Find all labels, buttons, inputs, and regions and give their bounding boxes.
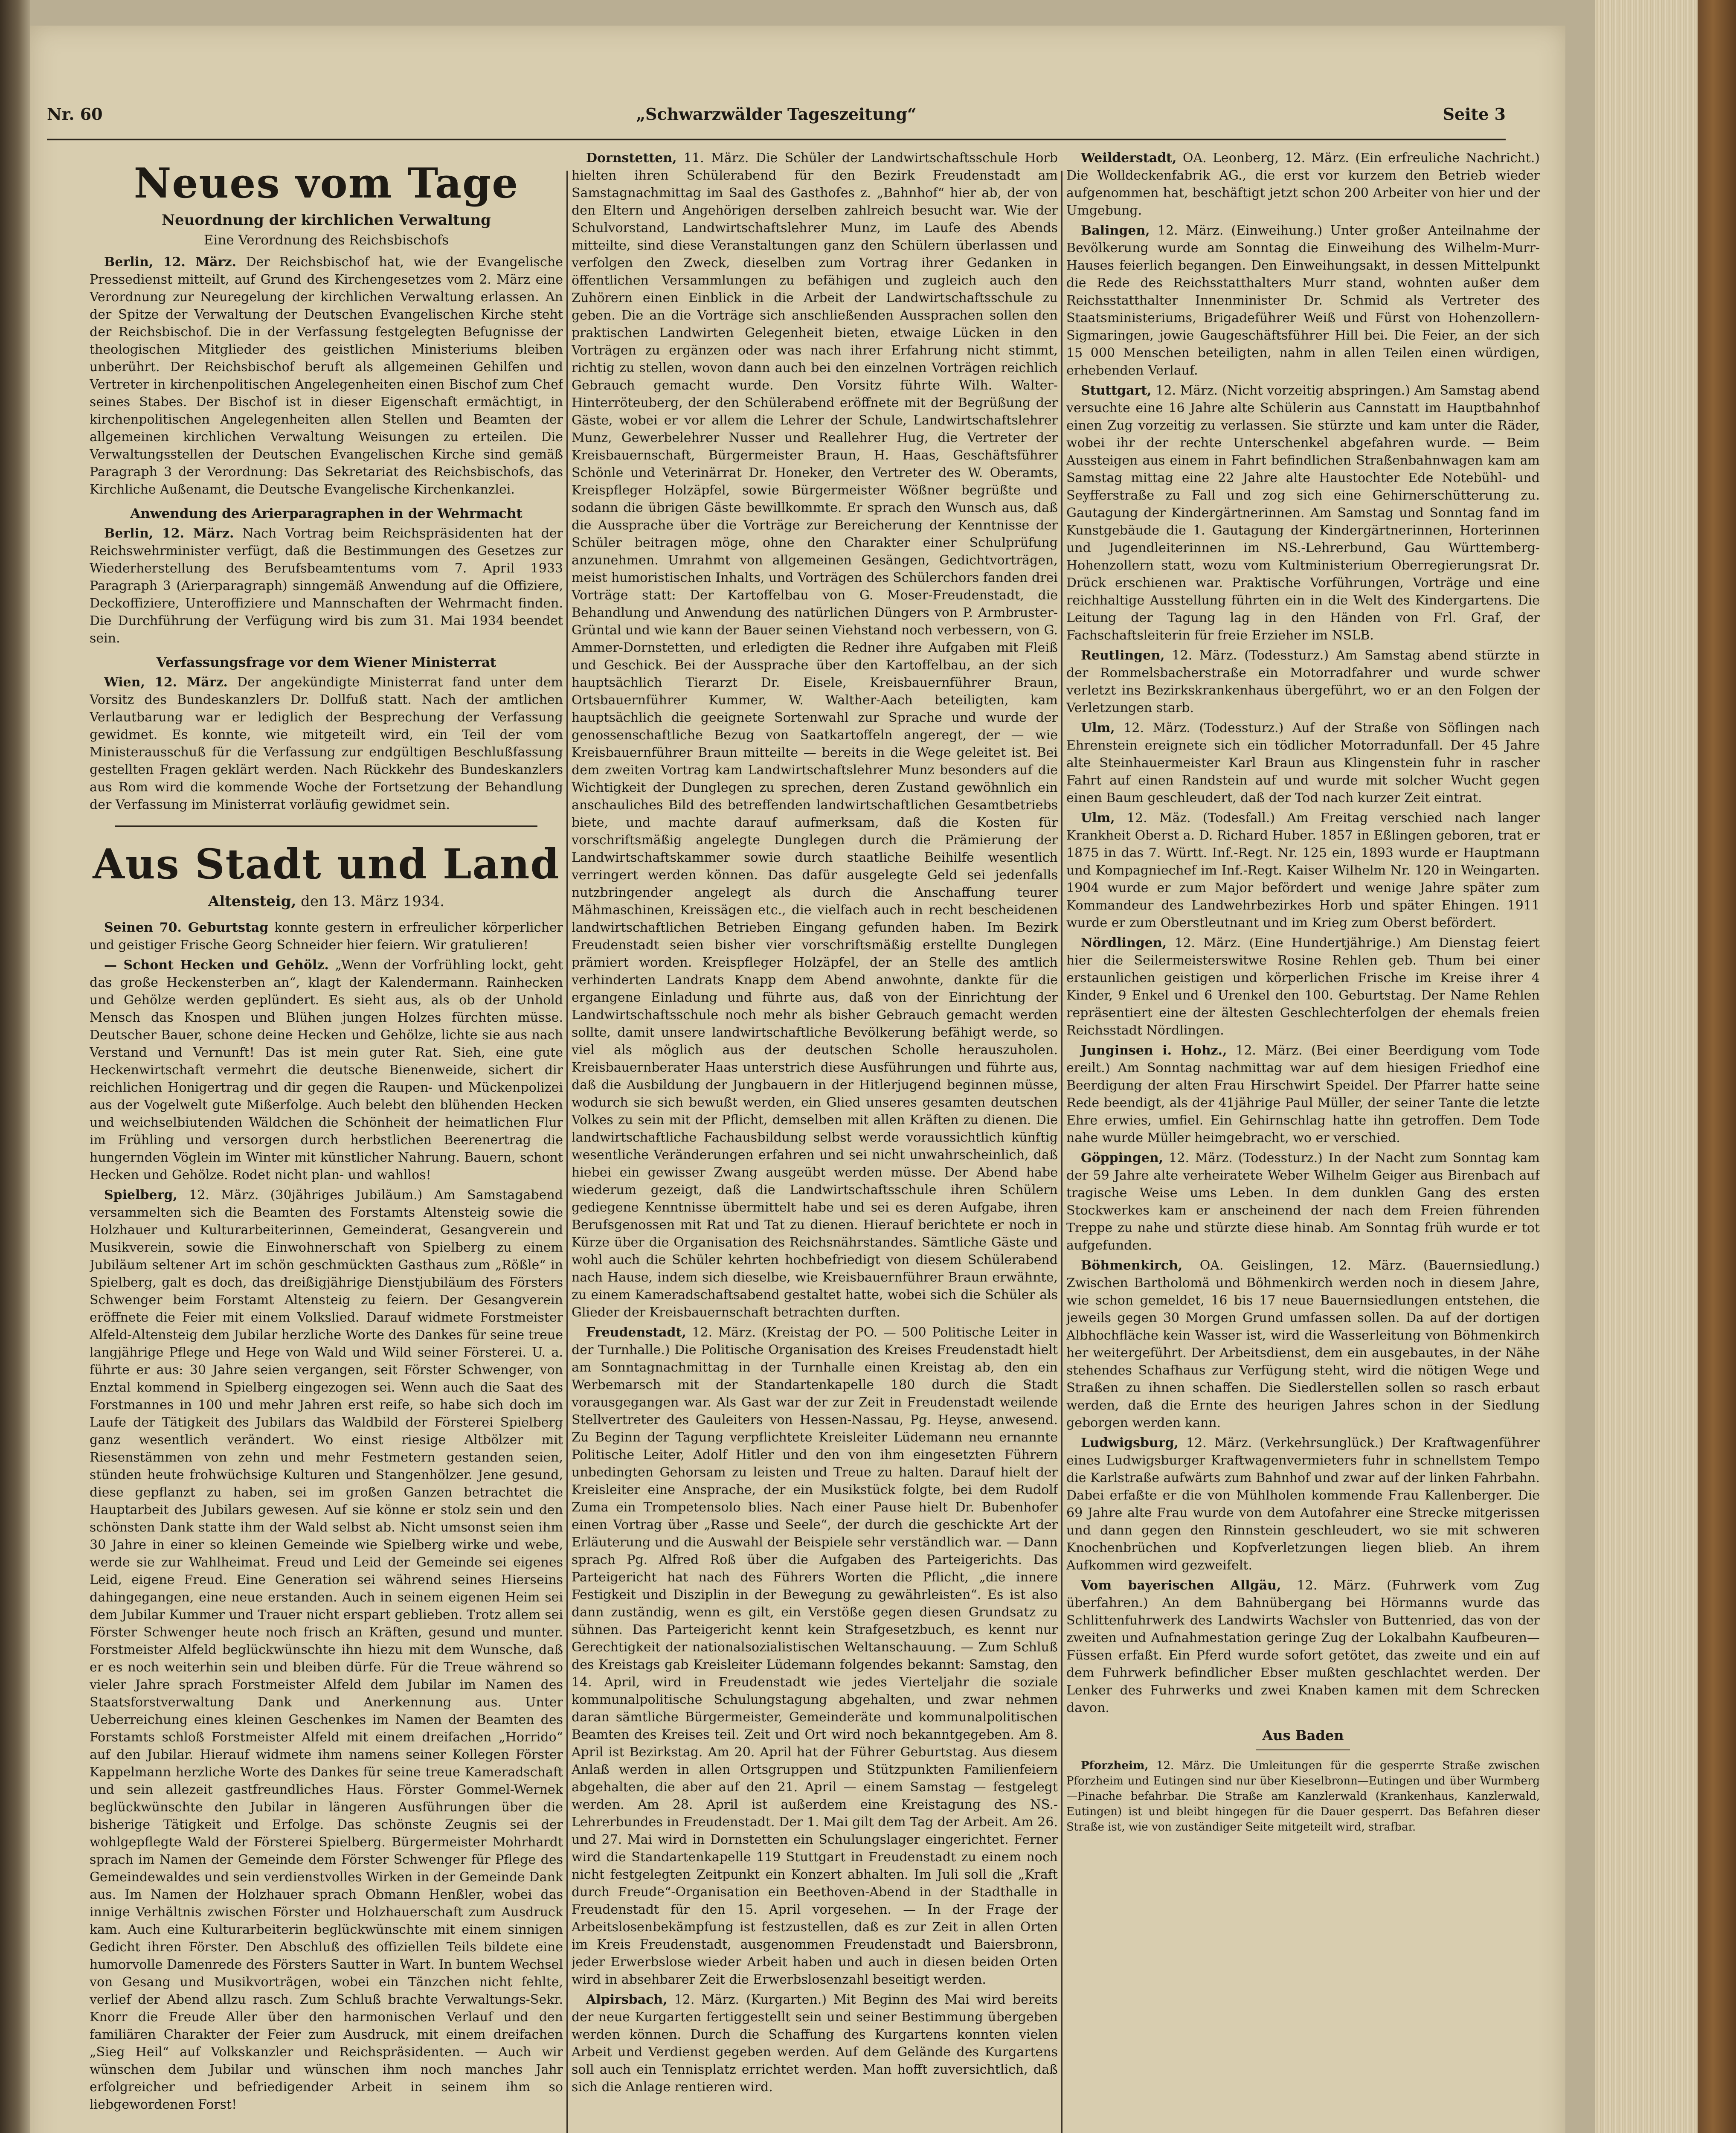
dateline: Stuttgart, (1081, 383, 1152, 398)
page-header (47, 96, 1506, 134)
article-text: 12. März. (Kurgarten.) Mit Beginn des Mai wird bereits der neue Kurgarten fertiggestellt sein und seiner Bestimmung übergeben werden können. Durch die Schaffung des Kurgartens konnten vielen Arbeit und Verdienst gegeben werden. Auf dem Gelände des Kurgartens soll auch ein Tennisplatz errichtet werden. Man hofft zuversichtlich, daß sich die Anlage rentieren wird. (572, 1992, 1058, 2095)
dateline: Wien, 12. März. (104, 675, 228, 690)
dateline: Böhmenkirch, (1081, 1258, 1183, 1273)
article-headline: Anwendung des Arierparagraphen in der Wehrmacht (130, 506, 523, 521)
article-paragraph (90, 674, 563, 814)
article-paragraph (1066, 647, 1540, 717)
article-paragraph (1066, 1149, 1540, 1254)
article-paragraph (1066, 1257, 1540, 1432)
article-paragraph (1066, 222, 1540, 379)
article-text: OA. Leonberg, 12. März. (Ein erfreuliche Nachricht.) Die Wolldeckenfabrik AG., die erst vor kurzem den Betrieb wieder aufgenommen hat, beschäftigt jetzt schon 200 Arbeiter von hier und der Umgebung. (1066, 151, 1540, 218)
header-rule (47, 139, 1506, 140)
article-paragraph (90, 1186, 563, 2113)
dateline: Berlin, 12. März. (104, 255, 237, 270)
article-text: Der angekündigte Ministerrat fand unter dem Vorsitz des Bundeskanzlers Dr. Dollfuß statt. Nach der amtlichen Verlautbarung war er lediglich der Besprechung der Verfassung gewidmet. Es konnte, wie mitgeteilt wird, ein Teil der vom Ministerausschuß für die Verfassung zur endgültigen Beschlußfassung gestellten Fragen geklärt werden. Nach Rückkehr des Bundeskanzlers aus Rom wird die kommende Woche der Fortsetzung der Behandlung der Verfassung im Ministerrat vorläufig gewidmet sein. (90, 675, 563, 812)
book-binding (0, 0, 30, 2133)
article-paragraph (1066, 1434, 1540, 1574)
article-text: 12. März. (Eine Hundertjährige.) Am Dienstag feiert hier die Seilermeisterswitwe Rosine Rehlen geb. Thum bei einer erstaunlichen geistigen und körperlichen Frische im Kreise ihrer 4 Kinder, 9 Enkel und 6 Urenkel den 100. Geburtstag. Der Name Rehlen repräsentiert eine der ältesten Geschlechterfolgen der ehemals freien Reichsstadt Nördlingen. (1066, 936, 1540, 1038)
article-paragraph (1066, 149, 1540, 219)
section-title-news: Neues vom Tage (134, 159, 519, 207)
dateline: Berlin, 12. März. (104, 526, 234, 541)
column-divider (566, 171, 568, 2133)
section-title-local: Aus Stadt und Land (93, 840, 560, 888)
article-paragraph (1066, 1042, 1540, 1147)
issue-number: Nr. 60 (47, 105, 103, 124)
section-heading-baden: Aus Baden (1262, 1727, 1344, 1744)
newspaper-name: „Schwarzwälder Tageszeitung“ (636, 105, 917, 124)
dateline: Ulm, (1081, 811, 1115, 825)
article-headline: Verfassungsfrage vor dem Wiener Ministerrat (156, 655, 496, 670)
article-text: 11. März. Die Schüler der Landwirtschaftsschule Horb hielten ihren Schülerabend für den Bezirk Freudenstadt am Samstagnachmittag im Saal des Gasthofes z. „Bahnhof“ hier ab, der von den Eltern und Angehörigen derselben zahlreich besucht war. Wie der Schulvorstand, Landwirtschaftslehrer Munz, im Laufe des Abends mitteilte, sind diese Veranstaltungen ganz den Schülern überlassen und verfolgen den Zweck, dieselben zum Vortrag ihrer Gedanken in öffentlichen Versammlungen zu befähigen und zugleich auch den Zuhörern einen Einblick in die Arbeit der Landwirtschaftsschule zu geben. Die an die Vorträge sich anschließenden Aussprachen sollen den praktischen Landwirten Gelegenheit bieten, etwaige Lücken in den Vorträgen zu ergänzen oder was nach ihrer Erfahrung nicht stimmt, richtig zu stellen, wovon dann auch bei den einzelnen Vorträgen reichlich Gebrauch gemacht wurde. Den Vorsitz führte Wilh. Walter-Hinterröteuberg, der den Schülerabend eröffnete mit der Begrüßung der Gäste, wobei er vor allem die Lehrer der Schule, Landwirtschaftslehrer Munz, Gewerbelehrer Nusser und Reallehrer Hug, die Vertreter der Kreisbauernschaft, Bürgermeister Braun, H. Haas, Geschäftsführer Schönle und Veterinärrat Dr. Honeker, den Vertreter des W. Oberamts, Kreispfleger Holzäpfel, sowie Bürgermeister Wößner begrüßte und sodann die übrigen Gäste bewillkommte. Er sprach den Wunsch aus, daß die Aussprache über die Vorträge zur Bereicherung der Kenntnisse der Schüler beitragen möge, ohne den Charakter einer Schulprüfung anzunehmen. Umrahmt von allgemeinen Gesängen, Gedichtvorträgen, meist humoristischen Inhalts, und Vorträgen des Schülerchors fanden drei Vorträge statt: Der Kartoffelbau von G. Moser-Freudenstadt, die Behandlung und Anwendung des natürlichen Düngers von P. Armbruster-Grüntal und wie kann der Bauer seinen Viehstand noch verbessern, von G. Ammer-Dornstetten, und erledigten die Redner ihre Aufgaben mit Fleiß und Geschick. Bei der Aussprache über den Kartoffelbau, an der sich hauptsächlich Tierarzt Dr. Eisele, Kreisbauernführer Braun, Ortsbauernführer Kummer, W. Walther-Aach beteiligten, kam hauptsächlich die geeignete Sortenwahl zur Sprache und wurde der genossenschaftliche Bezug von Saatkartoffeln angeregt, der — wie Kreisbauernführer Braun mitteilte — bereits in die Wege geleitet ist. Bei dem zweiten Vortrag kam Landwirtschaftslehrer Munz besonders auf die Wichtigkeit der Dunglegen zu sprechen, deren Zustand gewöhnlich ein anschauliches Bild des betreffenden landwirtschaftlichen Gesamtbetriebs biete, und machte darauf aufmerksam, daß die Kosten für vorschriftsmäßig angelegte Dunglegen durch die Prämierung der Landwirtschaftskammer sowie durch staatliche Beihilfe wesentlich verringert werden können. Das dafür ausgelegte Geld sei jedenfalls nutzbringender angelegt als durch die Anschaffung teurer Mähmaschinen, Kreissägen etc., die vielfach auch in recht bescheidenen landwirtschaftlichen Betrieben Eingang gefunden haben. Im Bezirk Freudenstadt seien bisher vier vorschriftsmäßig erstellte Dunglegen prämiert worden. Kreispfleger Holzäpfel, der an Stelle des amtlich verhinderten Landrats Knapp dem Abend anwohnte, dankte für die ergangene Einladung und führte aus, daß von der Einrichtung der Landwirtschaftsschule noch mehr als bisher Gebrauch gemacht werden sollte, damit unsere landwirtschaftliche Bevölkerung befähigt werde, so viel als möglich aus der deutschen Scholle herauszuholen. Kreisbauernberater Haas unterstrich diese Ausführungen und führte aus, daß die Ausbildung der Jungbauern in der Hitlerjugend beginnen müsse, wodurch sie sich bewußt werden, ein Glied unseres gesamten deutschen Volkes zu sein mit der Pflicht, demselben mit allen Kräften zu dienen. Die landwirtschaftliche Fachausbildung selbst werde voraussichtlich künftig wesentliche Veränderungen erfahren und sei nicht unwahrscheinlich, daß hiebei ein gewisser Zwang ausgeübt werden müsse. Der Abend habe wiederum gezeigt, daß die Landwirtschaftsschule ihren Schülern gediegene Kenntnisse übermittelt habe und sei es deren Aufgabe, ihren Berufsgenossen mit Rat und Tat zu dienen. Hierauf berichtete er noch in Kürze über die Organisation des Reichsnährstandes. Sämtliche Gäste und wohl auch die Schüler kehrten hochbefriedigt von diesem Schülerabend nach Hause, indem sich dieselbe, wie Kreisbauernführer Braun erwähnte, zu einem Kameradschaftsabend gestaltet hatte, wobei sich die Schüler als Glieder der Kreisbauernschaft betrachten durften. (572, 151, 1058, 1320)
article-text: 12. März. (Kreistag der PO. — 500 Politische Leiter in der Turnhalle.) Die Politische Organisation des Kreises Freudenstadt hielt am Sonntagnachmittag in der Turnhalle einen Kreistag ab, den ein Werbemarsch mit der Standartenkapelle 180 durch die Stadt vorausgegangen war. Als Gast war der zur Zeit in Freudenstadt weilende Stellvertreter des Gauleiters von Hessen-Nassau, Pg. Heyse, anwesend. Zu Beginn der Tagung verpflichtete Kreisleiter Lüdemann neu ernannte Politische Leiter, Adolf Hitler und den von ihm eingesetzten Führern unbedingten Gehorsam zu leisten und Treue zu halten. Darauf hielt der Kreisleiter eine Ansprache, der ein Musikstück folgte, bei dem Rudolf Zuma ein Trompetensolo blies. Nach einer Pause hielt Dr. Bubenhofer einen Vortrag über „Rasse und Seele“, der durch die geschickte Art der Erläuterung und die Auswahl der Beispiele sehr verständlich war. — Dann sprach Pg. Alfred Roß über die Aufgaben des Parteigerichts. Das Parteigericht hat nach des Führers Worten die Pflicht, „die innere Festigkeit und Disziplin in der Bewegung zu gewährleisten“. Es ist also dann zuständig, wenn es gilt, ein Verstöße gegen diesen Grundsatz zu sühnen. Das Parteigericht kennt kein Strafgesetzbuch, es kennt nur Gerechtigkeit der nationalsozialistischen Weltanschauung. — Zum Schluß des Kreistags gab Kreisleiter Lüdemann folgendes bekannt: Samstag, den 14. April, wird in Freudenstadt wie jedes Vierteljahr die soziale kommunalpolitische Schulungstagung abgehalten, und zwar nehmen daran sämtliche Bürgermeister, Gemeinderäte und kommunalpolitischen Beamten des Kreises teil. Zeit und Ort wird noch bekanntgegeben. Am 8. April ist Bezirkstag. Am 20. April hat der Führer Geburtstag. Aus diesem Anlaß werden in allen Ortsgruppen und Stützpunkten Familienfeiern abgehalten, die aber auf den 21. April — einem Samstag — festgelegt werden. Am 28. April ist außerdem eine Kreistagung des NS.-Lehrerbundes in Freudenstadt. Der 1. Mai gilt dem Tag der Arbeit. Am 26. und 27. Mai wird in Dornstetten ein Schulungslager eingerichtet. Ferner wird die Standartenkapelle 119 Stuttgart in Freudenstadt zu einem noch nicht festgelegten Zeitpunkt ein Konzert abhalten. Im Juli soll die „Kraft durch Freude“-Organisation ein Beethoven-Abend in der Stadthalle in Freudenstadt für den 15. April vorgesehen. — In der Frage der Arbeitslosenbekämpfung ist festzustellen, daß es zur Zeit in allen Orten im Kreis Freudenstadt, ausgenommen Freudenstadt und Baiersbronn, jeder Erwerbslose wieder Arbeit haben und auch in diesen beiden Orten wird in absehbarer Zeit die Erwerbslosenzahl beseitigt werden. (572, 1325, 1058, 1987)
article-paragraph (572, 1324, 1058, 1988)
article-text: 12. März. (Todessturz.) In der Nacht zum Sonntag kam der 59 Jahre alte verheiratete Weber Wilhelm Geiger aus Birenbach auf tragische Weise ums Leben. In dem dunklen Gang des ersten Stockwerkes kam er anscheinend der nach dem Freien führenden Treppe zu nahe und stürzte diese hinab. Am Sonntag früh wurde er tot aufgefunden. (1066, 1151, 1540, 1253)
dateline: Balingen, (1081, 223, 1150, 238)
dateline: Ludwigsburg, (1081, 1436, 1179, 1450)
article-paragraph (1066, 1577, 1540, 1717)
column-1 (90, 149, 563, 2133)
article-paragraph (572, 149, 1058, 1321)
dateline: Freudenstadt, (586, 1325, 686, 1340)
article-paragraph (1066, 382, 1540, 644)
article-paragraph (90, 525, 563, 647)
article-text: „Wenn der Vorfrühling lockt, geht das große Heckensterben an“, klagt der Kalendermann. Rainhecken und Gehölze werden geplündert. Es sieht aus, als ob der Unhold Mensch das Knospen und Blühen jungen Holzes fürchten müsse. Deutscher Bauer, schone deine Hecken und Gehölze, lichte sie aus nach Verstand und Vernunft! Das ist mein guter Rat. Sieh, eine gute Heckenwirtschaft vermehrt die deutsche Bienenweide, sichert dir reichlichen Honigertrag und dir gegen die Raupen- und Mückenpolizei aus der Vogelwelt gute Mißerfolge. Auch belebt den blühenden Hecken und weichselbiutenden Wäldchen die Schönheit der heimatlichen Flur im Frühling und versorgen durch herbstlichen Beerenertrag die hungernden Vöglein im Winter mit künstlicher Nahrung. Bauern, schont Hecken und Gehölze. Rodet nicht plan- und wahllos! (90, 958, 563, 1183)
article-text: konnte gestern in erfreulicher körperlicher und geistiger Frische Georg Schneider hier feiern. Wir gratulieren! (90, 920, 563, 953)
article-text: 12. März. (Nicht vorzeitig abspringen.) Am Samstag abend versuchte eine 16 Jahre alte Schülerin aus Cannstatt im Hauptbahnhof einen Zug vorzeitig zu verlassen. Sie stürzte und kam unter die Räder, wobei ihr der rechte Unterschenkel abgefahren wurde. — Beim Aussteigen aus einem in Fahrt befindlichen Straßenbahnwagen kam am Samstag mittag eine 22 Jahre alte Haustochter Ede Notebühl- und Seyfferstraße zu Fall und zog sich eine Gehirnerschütterung zu. Gautagung der Kindergärtnerinnen. Am Samstag und Sonntag fand im Kunstgebäude die 1. Gautagung der Kindergärtnerinnen, Horterinnen und Jugendleiterinnen im NS.-Lehrerbund, Gau Württemberg-Hohenzollern statt, wozu vom Kultministerium Oberregierungsrat Dr. Drück erschienen war. Praktische Vorführungen, Vorträge und eine reichhaltige Ausstellung führten ein in die Welt des Kindergartens. Die Leitung der Tagung lag in den Händen von Frl. Graf, der Fachschaftsleiterin für freie Erzieher im NSLB. (1066, 383, 1540, 643)
article-headline: Neuordnung der kirchlichen Verwaltung (162, 212, 491, 229)
article-paragraph (1066, 809, 1540, 932)
dateline: Spielberg, (104, 1188, 177, 1203)
section-divider (115, 825, 537, 827)
column-2 (572, 149, 1058, 2133)
article-text: 12. März. Die Umleitungen für die gesperrte Straße zwischen Pforzheim und Eutingen sind nur über Kieselbronn—Eutingen und über Wurmberg—Pinache befahrbar. Die Straße am Kanzlerwald (Krankenhaus, Kanzlerwald, Eutingen) ist und bleibt hingegen für die Dauer gesperrt. Das Befahren dieser Straße ist, wie von zuständiger Seite mitgeteilt wird, strafbar. (1066, 1759, 1540, 1834)
section-rule (1256, 1749, 1350, 1750)
article-text: Der Reichsbischof hat, wie der Evangelische Pressedienst mitteilt, auf Grund des Kirchengesetzes vom 2. März eine Verordnung zur Neuregelung der kirchlichen Verwaltung erlassen. An der Spitze der Verwaltung der Deutschen Evangelischen Kirche steht der Reichsbischof. Die in der Verfassung festgelegten Befugnisse der theologischen Mitglieder des geistlichen Ministeriums bleiben unberührt. Der Reichsbischof beruft als allgemeinen Gehilfen und Vertreter in kirchenpolitischen Angelegenheiten einen Bischof zum Chef seines Stabes. Der Bischof ist in dieser Eigenschaft ermächtigt, in kirchenpolitischen Angelegenheiten allen Stellen und Beamten der allgemeinen kirchlichen Verwaltung Weisungen zu erteilen. Die Verwaltungsstellen der Deutschen Evangelischen Kirche sind gemäß Paragraph 3 der Verordnung: Das Sekretariat des Reichsbischofs, das Kirchliche Außenamt, die Deutsche Evangelische Kirchenkanzlei. (90, 255, 563, 497)
dateline: Vom bayerischen Allgäu, (1081, 1578, 1281, 1593)
dateline: Göppingen, (1081, 1151, 1164, 1165)
dateline: Junginsen i. Hohz., (1081, 1043, 1227, 1058)
dateline: Reutlingen, (1081, 648, 1165, 663)
local-place: Altensteig, (208, 893, 296, 910)
article-paragraph (1066, 934, 1540, 1039)
book-cover-edge (1698, 0, 1736, 2133)
article-text: 12. März. (Bei einer Beerdigung vom Tode ereilt.) Am Sonntag nachmittag war auf dem hiesigen Friedhof eine Beerdigung der alten Frau Hirschwirt Speidel. Der Pfarrer hatte seine Rede beendigt, als der 41jährige Paul Müller, der seiner Tante die letzte Ehre erwies, umfiel. Ein Gehirnschlag hatte ihn getroffen. Dem Tode nahe wurde Müller heimgebracht, wo er verschied. (1066, 1043, 1540, 1145)
article-text: 12. März. (Todessturz.) Auf der Straße von Söflingen nach Ehrenstein ereignete sich ein tödlicher Motorradunfall. Der 45 Jahre alte Steinhauermeister Karl Braun aus Klingenstein fuhr in rascher Fahrt auf einen Randstein auf und wurde mit solcher Wucht gegen einen Baum geschleudert, daß der Tod nach kurzer Zeit eintrat. (1066, 721, 1540, 805)
article-paragraph (90, 253, 563, 498)
article-text: Nach Vortrag beim Reichspräsidenten hat der Reichswehrminister verfügt, daß die Bestimmungen des Gesetzes zur Wiederherstellung des Berufsbeamtentums vom 7. April 1933 Paragraph 3 (Arierparagraph) sinngemäß Anwendung auf die Offiziere, Deckoffiziere, Unteroffiziere und Mannschaften der Wehrmacht finden. Die Durchführung der Verfügung wird bis zum 31. Mai 1934 beendet sein. (90, 526, 563, 646)
article-text: 12. März. (Einweihung.) Unter großer Anteilnahme der Bevölkerung wurde am Sonntag die Einweihung des Wilhelm-Murr-Hauses feierlich begangen. Den Einweihungsakt, in dessen Mittelpunkt die Rede des Reichsstatthalters Murr stand, wohnten außer dem Reichsstatthalter Innenminister Dr. Schmid als Vertreter des Staatsministeriums, Brigadeführer Weiß und Fürst von Hohenzollern-Sigmaringen, jowie Gaugeschäftsführer Hill bei. Die Feier, an der sich 15 000 Menschen beteiligten, nahm in allen Teilen einen würdigen, erhebenden Verlauf. (1066, 223, 1540, 378)
dateline: Pforzheim, (1081, 1759, 1149, 1772)
article-paragraph (90, 919, 563, 954)
dateline: Seinen 70. Geburtstag (104, 920, 269, 935)
dateline: Dornstetten, (586, 151, 677, 166)
article-text: 12. Mäz. (Todesfall.) Am Freitag verschied nach langer Krankheit Oberst a. D. Richard Huber. 1857 in Eßlingen geboren, trat er 1875 in das 7. Württ. Inf.-Regt. Nr. 125 ein, 1893 wurde er Hauptmann und Kompagniechef im Inf.-Regt. Kaiser Wilhelm Nr. 120 in Weingarten. 1904 wurde er zum Major befördert und wenige Jahre später zum Kommandeur des Landwehrbezirkes Horb und später Ehingen. 1911 wurde er zum Oberstleutnant und im Krieg zum Oberst befördert. (1066, 811, 1540, 930)
dateline: Nördlingen, (1081, 936, 1167, 950)
page-number: Seite 3 (1443, 105, 1506, 124)
local-dateline (90, 892, 563, 911)
article-text: 12. März. (Verkehrsunglück.) Der Kraftwagenführer eines Ludwigsburger Kraftwagenvermieters fuhr in schnellstem Tempo die Karlstraße aufwärts zum Bahnhof und zwar auf der linken Fahrbahn. Dabei erfaßte er die von Mühlholen kommende Frau Kallenberger. Die 69 Jahre alte Frau wurde von dem Autofahrer eine Strecke mitgerissen und dann gegen den Rinnstein geschleudert, wo sie mit schweren Knochenbrüchen und Kopfverletzungen liegen blieb. An ihrem Aufkommen wird gezweifelt. (1066, 1436, 1540, 1573)
article-text: 12. März. (Fuhrwerk vom Zug überfahren.) An dem Bahnübergang bei Hörmanns wurde das Schlittenfuhrwerk des Landwirts Wachsler von Buttenried, das von der zweiten und Aufnahmestation geringe Zug der Lokalbahn Kaufbeuren—Füssen erfaßt. Ein Pferd wurde sofort getötet, das zweite und ein auf dem Fuhrwerk befindlicher Ebser mußten geschlachtet werden. Der Lenker des Fuhrwerks und zwei Knaben kamen mit dem Schrecken davon. (1066, 1578, 1540, 1715)
dateline: Ulm, (1081, 721, 1115, 735)
dateline: Weilderstadt, (1081, 151, 1177, 166)
article-text: OA. Geislingen, 12. März. (Bauernsiedlung.) Zwischen Bartholomä und Böhmenkirch werden noch in diesem Jahre, wie schon gemeldet, 16 bis 17 neue Bauernsiedlungen entstehen, die jeweils gegen 30 Morgen Grund umfassen sollen. Da auf der dortigen Albhochfläche kein Wasser ist, wird die Wasserleitung von Böhmenkirch her weitergeführt. Der Arbeitsdienst, dem ein ausgebautes, in der Nähe stehendes Schafhaus zur Verfügung steht, wird die nötigen Wege und Straßen zu ihnen schaffen. Die Siedlerstellen sollen so rasch erbaut werden, daß die Ernte des heurigen Jahres schon in der Siedlung geborgen werden kann. (1066, 1258, 1540, 1430)
article-subheadline: Eine Verordnung des Reichsbischofs (203, 232, 449, 248)
article-text: 12. März. (30jähriges Jubiläum.) Am Samstagabend versammelten sich die Beamten des Forstamts Altensteig sowie die Holzhauer und Kulturarbeiterinnen, Gemeinderat, Gesangverein und Musikverein, sowie die Einwohnerschaft von Spielberg zu einem Jubiläum seltener Art im schön geschmückten Gasthaus zum „Rößle“ in Spielberg, galt es doch, das dreißigjährige Dienstjubiläum des Försters Schwenger beim Forstamt Altensteig zu feiern. Der Gesangverein eröffnete die Feier mit einem Volkslied. Darauf widmete Forstmeister Alfeld-Altensteig dem Jubilar herzliche Worte des Dankes für seine treue langjährige Pflege und Hege von Wald und Wild seiner Försterei. U. a. führte er aus: 30 Jahre seien vergangen, seit Förster Schwenger, von Enztal kommend in Spielberg eingezogen sei. Wenn auch die Saat des Forstmannes in 100 und mehr Jahren erst reife, so habe sich doch im Laufe der Tätigkeit des Jubilars das Waldbild der Försterei Spielberg ganz wesentlich verändert. Wo einst riesige Altbölzer mit Riesenstämmen von zehn und mehr Festmetern gestanden seien, stünden heute frohwüchsige Kulturen und Stangenhölzer. Jene gesund, diese gepflanzt zu haben, sei im großen Ganzen betrachtet die Hauptarbeit des Jubilars gewesen. Auf sie könne er stolz sein und den schönsten Dank statte ihm der Wald selbst ab. Nicht umsonst seien ihm 30 Jahre in einer so kleinen Gemeinde wie Spielberg wirke und webe, werde sie zur Wahlheimat. Freud und Leid der Gemeinde sei eigenes Leid, eigene Freud. Eine Generation sei während seines Hierseins dahingegangen, eine neue erstanden. Auch in seinem eigenen Heim sei dem Jubilar Kummer und Trauer nicht erspart geblieben. Trotz allem sei Förster Schwenger heute noch frisch an Kräften, gesund und munter. Forstmeister Alfeld beglückwünschte ihn hiezu mit dem Wunsche, daß er es noch weiterhin sein und bleiben dürfe. Für die Treue während so vieler Jahre sprach Forstmeister Alfeld dem Jubilar im Namen des Staatsforstverwaltung Dank und Anerkennung aus. Unter Ueberreichung eines kleinen Geschenkes im Namen der Beamten des Forstamts schloß Forstmeister Alfeld mit einem dreifachen „Horrido“ auf den Jubilar. Hierauf widmete ihm namens seiner Kollegen Förster Kappelmann herzliche Worte des Dankes für seine treue Kameradschaft und sein allezeit gastfreundliches Haus. Förster Gommel-Wernek beglückwünschte den Jubilar in längeren Ausführungen über die bisherige Tätigkeit und Erfolge. Das schönste Zeugnis sei der wohlgepflegte Wald der Försterei Spielberg. Bürgermeister Mohrhardt sprach im Namen der Gemeinde dem Förster Schwenger für Pflege des Gemeindewaldes und sein verdienstvolles Wirken in der Gemeinde Dank aus. Im Namen der Holzhauer sprach Obmann Henßler, wobei das innige Verhältnis zwischen Förster und Holzhauerschaft zum Ausdruck kam. Auch eine Kulturarbeiterin beglückwünschte mit einem sinnigen Gedicht ihren Förster. Den Abschluß des offiziellen Teils bildete eine humorvolle Damenrede des Försters Sautter in Wart. In buntem Wechsel von Gesang und Musikvorträgen, wobei ein Tänzchen nicht fehlte, verlief der Abend allzu rasch. Zum Schluß brachte Verwaltungs-Sekr. Knorr die Freude Aller über den harmonischen Verlauf und den familiären Charakter der Feier zum Ausdruck, mit einem dreifachen „Sieg Heil“ auf Volkskanzler und Reichspräsidenten. — Auch wir wünschen dem Jubilar und wünschen ihm noch manches Jahr erfolgreicher und befriedigender Arbeit in seinem ihm so liebgewordenen Forst! (90, 1188, 563, 2112)
article-text: 12. März. (Todessturz.) Am Samstag abend stürzte in der Rommelsbacherstraße ein Motorradfahrer und wurde schwer verletzt ins Bezirkskrankenhaus übergeführt, wo er an den Folgen der Verletzungen starb. (1066, 648, 1540, 715)
article-paragraph (572, 1991, 1058, 2096)
local-date: den 13. März 1934. (301, 893, 445, 910)
page-stack-edge (1595, 0, 1736, 2133)
article-paragraph (90, 956, 563, 1184)
column-divider (1061, 171, 1063, 2133)
article-paragraph (1066, 1758, 1540, 1835)
dateline: — Schont Hecken und Gehölz. (104, 958, 329, 973)
column-3 (1066, 149, 1540, 2133)
dateline: Alpirsbach, (586, 1992, 668, 2007)
article-paragraph (1066, 719, 1540, 807)
